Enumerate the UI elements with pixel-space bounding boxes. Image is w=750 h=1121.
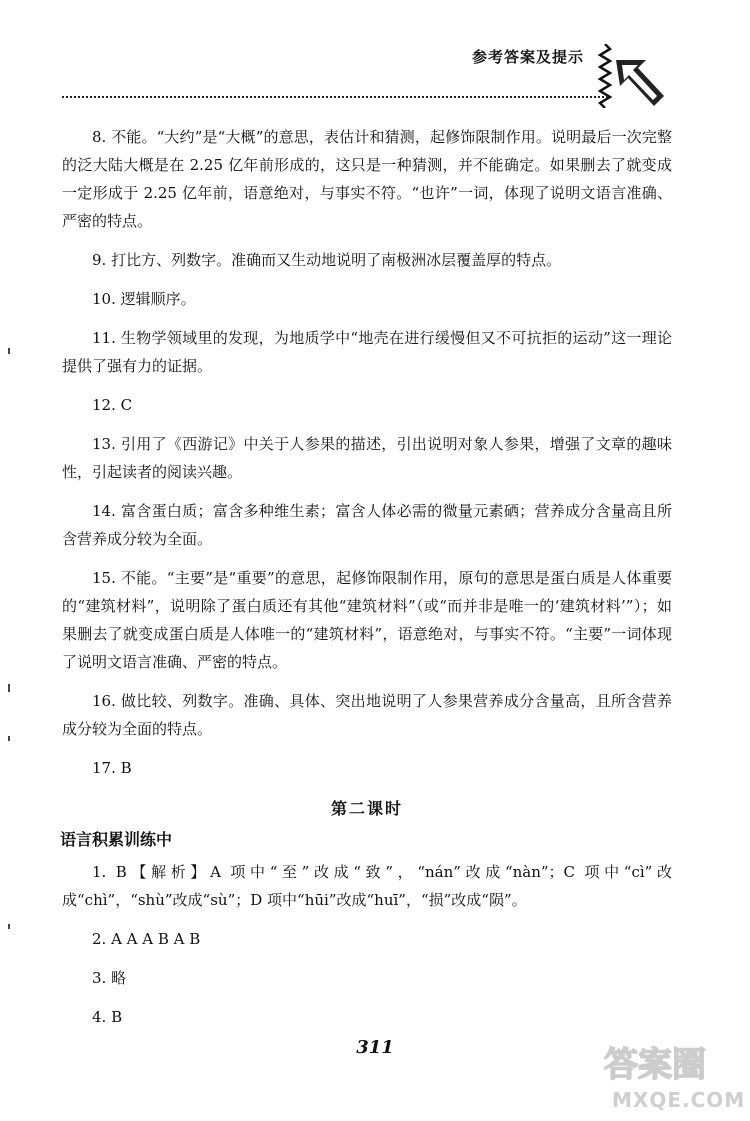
watermark-logo (600, 1040, 740, 1086)
page-number: 311 (356, 1037, 394, 1058)
scan-mark (8, 924, 10, 929)
answer-12: 12. C (92, 396, 133, 414)
answer-8: 8. 不能。“大约”是“大概”的意思，表估计和猜测，起修饰限制作用。说明最后一次完整的泛大陆大概是在 2.25 亿年前形成的，这只是一种猜测，并不能确定。如果删去了就变成一定形成于 2.25 亿年前，语意绝对，与事实不符。“也许”一词，体现了说明文语言准确、严密的特点。 (62, 128, 672, 230)
section-answer-4: 4. B (92, 1008, 123, 1026)
header-dotted-rule (62, 96, 608, 98)
answer-17: 17. B (92, 759, 132, 777)
scan-mark (8, 736, 10, 741)
answer-content (62, 123, 672, 1042)
answer-14: 14. 富含蛋白质；富含多种维生素；富含人体必需的微量元素硒；营养成分含量高且所含营养成分较为全面。 (62, 502, 672, 548)
header-title: 参考答案及提示 (472, 48, 585, 66)
arrow-icon (612, 56, 668, 112)
answer-16: 16. 做比较、列数字。准确、具体、突出地说明了人参果营养成分含量高，且所含营养成分较为全面的特点。 (62, 692, 672, 738)
section-answer-3: 3. 略 (92, 969, 127, 987)
scan-mark (8, 684, 10, 692)
zigzag-border-decoration (598, 44, 612, 108)
answer-11: 11. 生物学领域里的发现，为地质学中“地壳在进行缓慢但又不可抗拒的运动”这一理论提供了强有力的证据。 (62, 329, 672, 375)
section-heading: 语言积累训练中 (60, 830, 173, 849)
svg-text:答案圈: 答案圈 (604, 1045, 706, 1085)
answer-15: 15. 不能。“主要”是“重要”的意思，起修饰限制作用，原句的意思是蛋白质是人体重要的“建筑材料”，说明除了蛋白质还有其他“建筑材料”（或“而并非是唯一的‘建筑材料’”）；如果删去了就变成蛋白质是人体唯一的“建筑材料”，语意绝对，与事实不符。“主要”一词体现了说明文语言准确、严密的特点。 (62, 569, 672, 671)
scan-mark (8, 348, 10, 354)
watermark-url: MXQE.COM (612, 1088, 746, 1112)
lesson-title: 第二课时 (330, 799, 403, 818)
section-answer-2: 2. A A A B A B (92, 930, 201, 948)
answer-9: 9. 打比方、列数字。准确而又生动地说明了南极洲冰层覆盖厚的特点。 (92, 251, 562, 269)
answer-13: 13. 引用了《西游记》中关于人参果的描述，引出说明对象人参果，增强了文章的趣味性，引起读者的阅读兴趣。 (62, 435, 672, 481)
answer-10: 10. 逻辑顺序。 (92, 290, 196, 308)
section-answer-1: 1. B【解析】A 项中“至”改成“致”，“nán”改成“nàn”；C 项中“cì”改成“chì”，“shù”改成“sù”；D 项中“hūi”改成“huī”，“损”改成“陨”。 (62, 863, 672, 909)
